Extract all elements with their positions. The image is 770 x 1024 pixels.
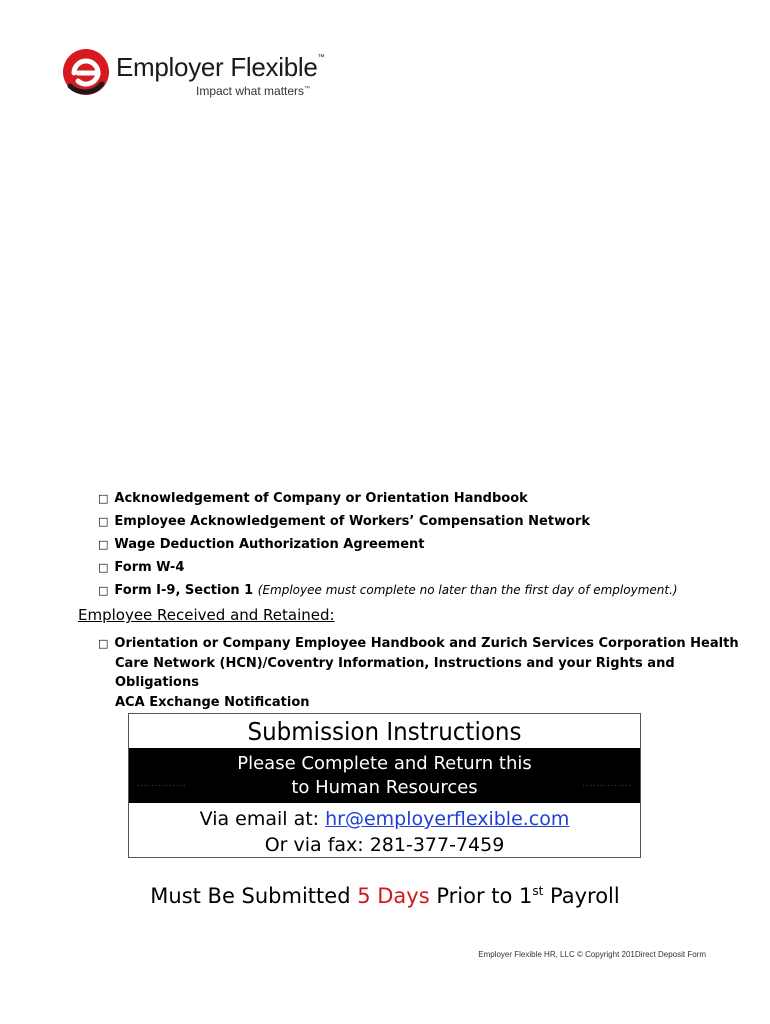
- band-line-2: to Human Resources: [291, 777, 478, 798]
- checklist-item: □ Wage Deduction Authorization Agreement: [98, 537, 425, 552]
- submission-deadline: Must Be Submitted 5 Days Prior to 1st Payroll: [150, 884, 620, 908]
- checkbox-icon[interactable]: □: [98, 561, 109, 574]
- submission-band: .............. Please Complete and Return this to Human Resources ..............: [129, 748, 640, 803]
- checkbox-icon[interactable]: □: [98, 584, 109, 597]
- checklist-item: □ Employee Acknowledgement of Workers’ Compensation Network: [98, 514, 591, 529]
- employer-flexible-logo-icon: [62, 48, 110, 96]
- checklist-item: □ Acknowledgement of Company or Orientation Handbook: [98, 491, 528, 506]
- submission-instructions-box: [128, 713, 641, 858]
- band-line-1: Please Complete and Return this: [237, 753, 532, 774]
- checklist-item: □ Form I-9, Section 1 (Employee must complete no later than the first day of employment.): [98, 583, 678, 598]
- logo-name: Employer Flexible™: [116, 52, 325, 82]
- submission-fax: Or via fax: 281-377-7459: [264, 834, 505, 856]
- received-item: □ Orientation or Company Employee Handbook and Zurich Services Corporation Health Care Network (HCN)/Coventry Information, Instructions and your Rights and Obligations ACA Exchange Notification: [98, 636, 739, 710]
- received-heading: Employee Received and Retained:: [78, 606, 335, 624]
- logo-tagline: Impact what matters™: [196, 84, 311, 98]
- checkbox-icon[interactable]: □: [98, 538, 109, 551]
- email-link[interactable]: hr@employerflexible.com: [325, 808, 570, 830]
- document-checklist: [98, 487, 748, 602]
- received-list: [98, 634, 758, 712]
- checklist-note: (Employee must complete no later than the first day of employment.): [257, 583, 678, 597]
- checkbox-icon[interactable]: □: [98, 637, 109, 650]
- page-footer: Employer Flexible HR, LLC © Copyright 201Direct Deposit Form: [478, 950, 706, 959]
- checkbox-icon[interactable]: □: [98, 492, 109, 505]
- submission-email: Via email at: hr@employerflexible.com: [199, 808, 570, 830]
- company-logo: [62, 44, 332, 104]
- deadline-days: 5 Days: [357, 884, 430, 908]
- checkbox-icon[interactable]: □: [98, 515, 109, 528]
- checklist-item: □ Form W-4: [98, 560, 185, 575]
- submission-title: Submission Instructions: [247, 717, 522, 746]
